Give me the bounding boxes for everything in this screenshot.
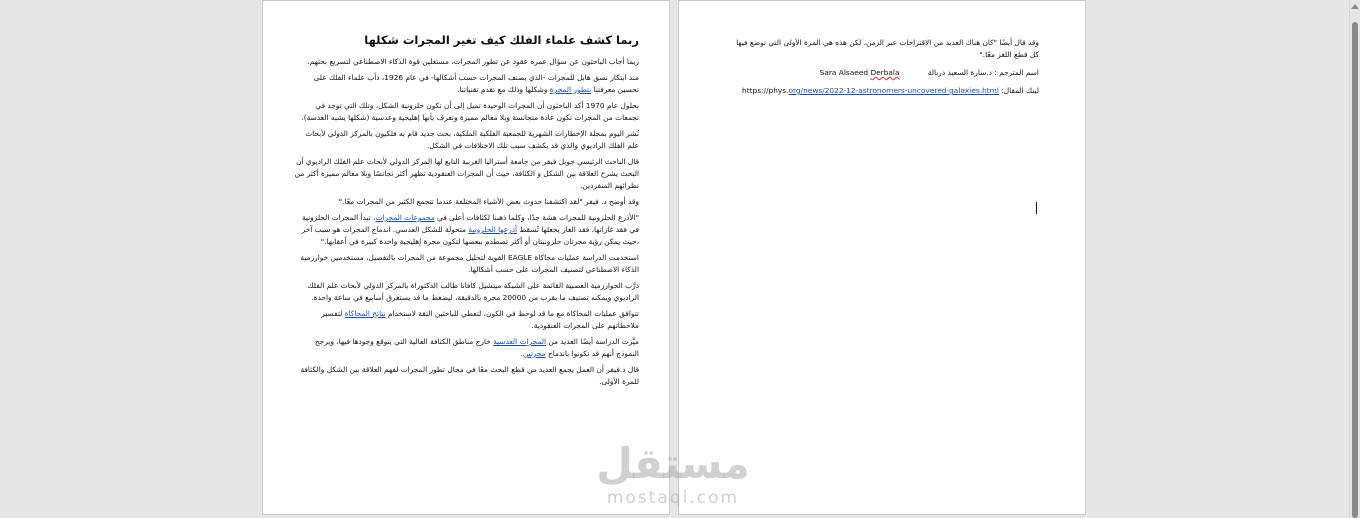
paragraph-12 bbox=[293, 364, 639, 388]
paragraph-text: وقد أوضح د. فيفر "لقد اكتشفنا حدوث بعض الأشياء المختلفة عندما تتجمع الكثير من المجرات معًا." bbox=[338, 196, 639, 206]
article-link-line bbox=[725, 85, 1039, 97]
article-url-link[interactable]: org/news/2022-12-astronomers-uncovered-galaxies.html bbox=[788, 86, 999, 95]
simulation-results-link[interactable]: نتائج المحاكاة bbox=[344, 308, 386, 318]
paragraph-7 bbox=[293, 212, 639, 248]
paragraph-5 bbox=[293, 156, 639, 192]
galaxy-evolution-link[interactable]: بتطور المجرة bbox=[549, 84, 592, 94]
paragraph-text: ربما أجاب الباحثون عن سؤال عمره عقود عن تطور المجرات، مستغلين قوة الذكاء الاصطناعي لتسريع بحثهم. bbox=[307, 56, 639, 66]
article-body bbox=[293, 33, 639, 392]
spiral-arms-link[interactable]: أذرعها الحلزونية bbox=[468, 224, 518, 234]
closing-quote: وقد قال أيضًا "كان هناك العديد من الاقتراحات عبر الزمن، لكن هذه هي المرة الأولى التي توضع فيها كل قطع اللغز معًا." bbox=[736, 38, 1039, 59]
translator-last-name: Derbala bbox=[870, 68, 900, 77]
vertical-scrollbar[interactable] bbox=[1349, 0, 1360, 518]
paragraph-11 bbox=[293, 336, 639, 360]
document-page-left bbox=[262, 0, 670, 515]
paragraph-2 bbox=[293, 72, 639, 96]
paragraph-text: نُشر اليوم بمجلة الإخطارات الشهرية للجمعية الفلكية الملكية، بحث جديد قام به فلكيون بالمركز الدولي لأبحاث علم الفلك الراديوي والذي قد يكشف سبب تلك الاختلافات في الشكل. bbox=[305, 128, 639, 150]
paragraph-text: استخدمت الدراسة عمليات محاكاة EAGLE القوية لتحليل مجموعة من المجرات بالتفصيل، مستخدمين خوارزمية الذكاء الاصطناعي لتصنيف المجرات على حسب أشكالها. bbox=[300, 252, 639, 274]
paragraph-text: . bbox=[520, 348, 523, 358]
paragraph-text: لتفسير ملاحظاتهم على المجرات العنقودية. bbox=[321, 308, 639, 330]
paragraph-3 bbox=[293, 100, 639, 124]
paragraph-text: قال الباحث الرئيسي جوبل فيفر من جامعة أستراليا الغربية التابع لها المركز الدولي لأبحاث علم الفلك الراديوي أن البحث يشرح العلاقة بين الشكل و الكثافة، حيث أن المجرات العنقودية تظهر أكثر تجانسًا وبلا معالم مميزة أكثر من نظرائهم المنفردين. bbox=[294, 156, 639, 190]
paragraph-text: "الأذرع الحلزونية للمجرات هشة جدًا، وكلما ذهبنا لكثافات أعلى في bbox=[434, 212, 639, 222]
watermark-latin: mostaql.com bbox=[606, 488, 740, 508]
paragraph-text: بحلول عام 1970 أكد الباحثون أن المجرات الوحيدة تميل إلى أن تكون حلزونية الشكل، وتلك التي توجد في تجمعات من المجرات تكون عادة متجانسة وبلا معالم مميزة وتعرف بأنها إهليجية وعدسية (شكلها يشبه العدسة). bbox=[301, 100, 639, 122]
watermark-arabic: مستقل bbox=[596, 439, 750, 488]
paragraph-text: خارج مناطق الكثافة العالية التي يتوقع وجودها فيها، ويرجح النموذج أنهم قد تكونوا باندماج bbox=[314, 336, 639, 358]
lenticular-galaxies-link[interactable]: المجرات العدسية bbox=[493, 336, 547, 346]
scroll-up-arrow-icon[interactable] bbox=[1351, 4, 1359, 9]
paragraph-6 bbox=[293, 196, 639, 208]
paragraph-text: درَّب الخوارزمية العصبية القائمة على الشبكة ميتشيل كافانا طالب الدكتوراة بالمركز الدولي لأبحاث علم الفلك الراديوي ويمكنه تصنيف ما يقرب من 20000 مجرة بالدقيقة، ليضغط ما قد يستغرق أسابيع في ساعة واحدة. bbox=[307, 280, 639, 302]
paragraph-text: ، تبدأ المجرات الحلزونية في فقد غازاتها، فقد الغاز يجعلها تُسقط bbox=[301, 212, 639, 234]
paragraph-text: وشكلها وذلك مع تقدم تقنياتنا. bbox=[457, 84, 550, 94]
paragraph-4 bbox=[293, 128, 639, 152]
paragraph-text: قال د.فيفر أن العمل يجمع العديد من قطع البحث معًا في مجال تطور المجرات لفهم العلاقة بين الشكل والكثافة للمرة الأولى. bbox=[300, 364, 639, 386]
galaxy-groups-link[interactable]: مجموعات المجرات bbox=[375, 212, 435, 222]
article-url-prefix: https://phys. bbox=[742, 86, 789, 95]
translator-line bbox=[725, 67, 1039, 79]
translator-label: اسم المترجم : د.سارة السعيد دربالة bbox=[927, 68, 1039, 77]
text-cursor bbox=[1036, 202, 1037, 214]
translator-latin-name bbox=[820, 68, 900, 77]
two-galaxies-link[interactable]: مجرتين bbox=[522, 348, 546, 358]
article-title: ربما كشف علماء الفلك كيف تغير المجرات شكلها bbox=[364, 33, 639, 47]
paragraph-text: تتوافق عمليات المحاكاة مع ما قد لوحظ في الكون، لتعطي للباحثين الثقة لاستخدام bbox=[385, 308, 639, 318]
paragraph-8 bbox=[293, 252, 639, 276]
paragraph-text: ميَّزت الدراسة أيضًا العديد من bbox=[546, 336, 639, 346]
paragraph-text: منذ ابتكار نسق هابل للمجرات -الذي يصنف المجرات حسب أشكالها- في عام 1926، دأب علماء الفلك على تحسين معرفتنا bbox=[313, 72, 639, 94]
article-footer bbox=[725, 37, 1039, 103]
paragraph-1 bbox=[293, 56, 639, 68]
article-link-label: لينك المقال: bbox=[1001, 86, 1039, 95]
paragraph-text: متحولة للشكل العدسي. اندماج المجرات هو سبب آخر ،حيث يمكن رؤية مجرتان حلزونيتان أو أكثر تصطدم ببعضها لتكون مجرة إهليجية واحدة كبيرة في أعقابها." bbox=[301, 224, 639, 246]
paragraph-10 bbox=[293, 308, 639, 332]
paragraph-9 bbox=[293, 280, 639, 304]
article-url bbox=[742, 86, 999, 95]
document-page-right bbox=[678, 0, 1086, 515]
scrollbar-thumb[interactable] bbox=[1352, 22, 1358, 518]
translator-first-name: Sara Alsaeed bbox=[819, 68, 869, 77]
